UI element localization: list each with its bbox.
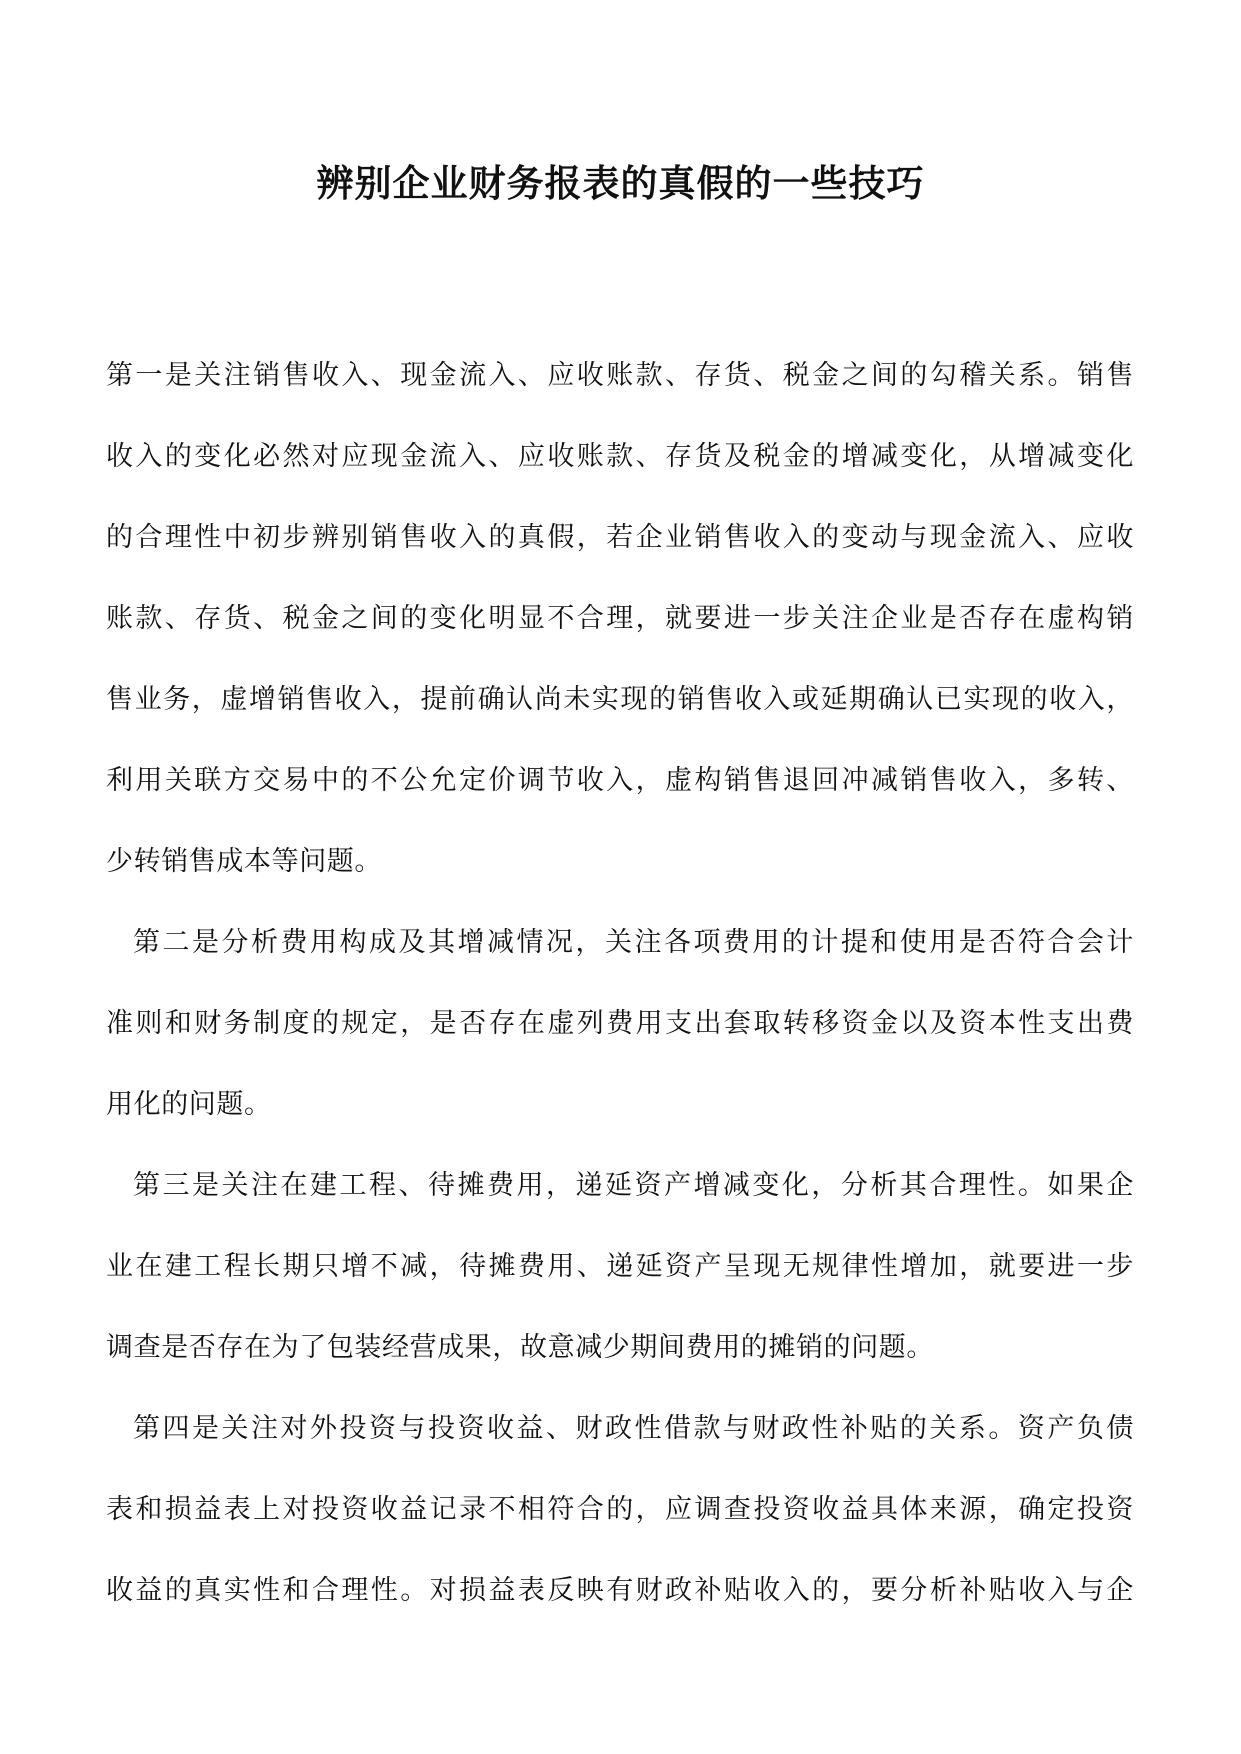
text-line: 第二是分析费用构成及其增减情况，关注各项费用的计提和使用是否符合会计 bbox=[133, 927, 1134, 958]
text-line: 准则和财务制度的规定，是否存在虚列费用支出套取转移资金以及资本性支出费 bbox=[106, 1008, 1134, 1039]
text-line: 第四是关注对外投资与投资收益、财政性借款与财政性补贴的关系。资产负债 bbox=[133, 1413, 1134, 1444]
text-line: 少转销售成本等问题。 bbox=[106, 846, 382, 877]
text-line: 收益的真实性和合理性。对损益表反映有财政补贴收入的，要分析补贴收入与企 bbox=[106, 1575, 1134, 1606]
paragraph-3 bbox=[106, 1145, 1134, 1388]
text-line: 第三是关注在建工程、待摊费用，递延资产增减变化，分析其合理性。如果企 bbox=[133, 1170, 1134, 1201]
text-line: 用化的问题。 bbox=[106, 1089, 272, 1120]
text-line: 调查是否存在为了包装经营成果，故意减少期间费用的摊销的问题。 bbox=[106, 1332, 934, 1363]
document-title: 辨别企业财务报表的真假的一些技巧 bbox=[316, 162, 925, 205]
text-line: 的合理性中初步辨别销售收入的真假，若企业销售收入的变动与现金流入、应收 bbox=[106, 522, 1134, 553]
paragraph-4 bbox=[106, 1388, 1134, 1631]
text-line: 收入的变化必然对应现金流入、应收账款、存货及税金的增减变化，从增减变化 bbox=[106, 441, 1134, 472]
text-line: 业在建工程长期只增不减，待摊费用、递延资产呈现无规律性增加，就要进一步 bbox=[106, 1251, 1134, 1282]
text-line: 售业务，虚增销售收入，提前确认尚未实现的销售收入或延期确认已实现的收入， bbox=[106, 684, 1134, 715]
text-line: 利用关联方交易中的不公允定价调节收入，虚构销售退回冲减销售收入，多转、 bbox=[106, 765, 1134, 796]
text-line: 账款、存货、税金之间的变化明显不合理，就要进一步关注企业是否存在虚构销 bbox=[106, 603, 1134, 634]
text-line: 第一是关注销售收入、现金流入、应收账款、存货、税金之间的勾稽关系。销售 bbox=[106, 360, 1134, 391]
paragraph-1 bbox=[106, 335, 1134, 902]
paragraph-2 bbox=[106, 902, 1134, 1145]
text-line: 表和损益表上对投资收益记录不相符合的，应调查投资收益具体来源，确定投资 bbox=[106, 1494, 1134, 1525]
document-body bbox=[106, 335, 1134, 1631]
